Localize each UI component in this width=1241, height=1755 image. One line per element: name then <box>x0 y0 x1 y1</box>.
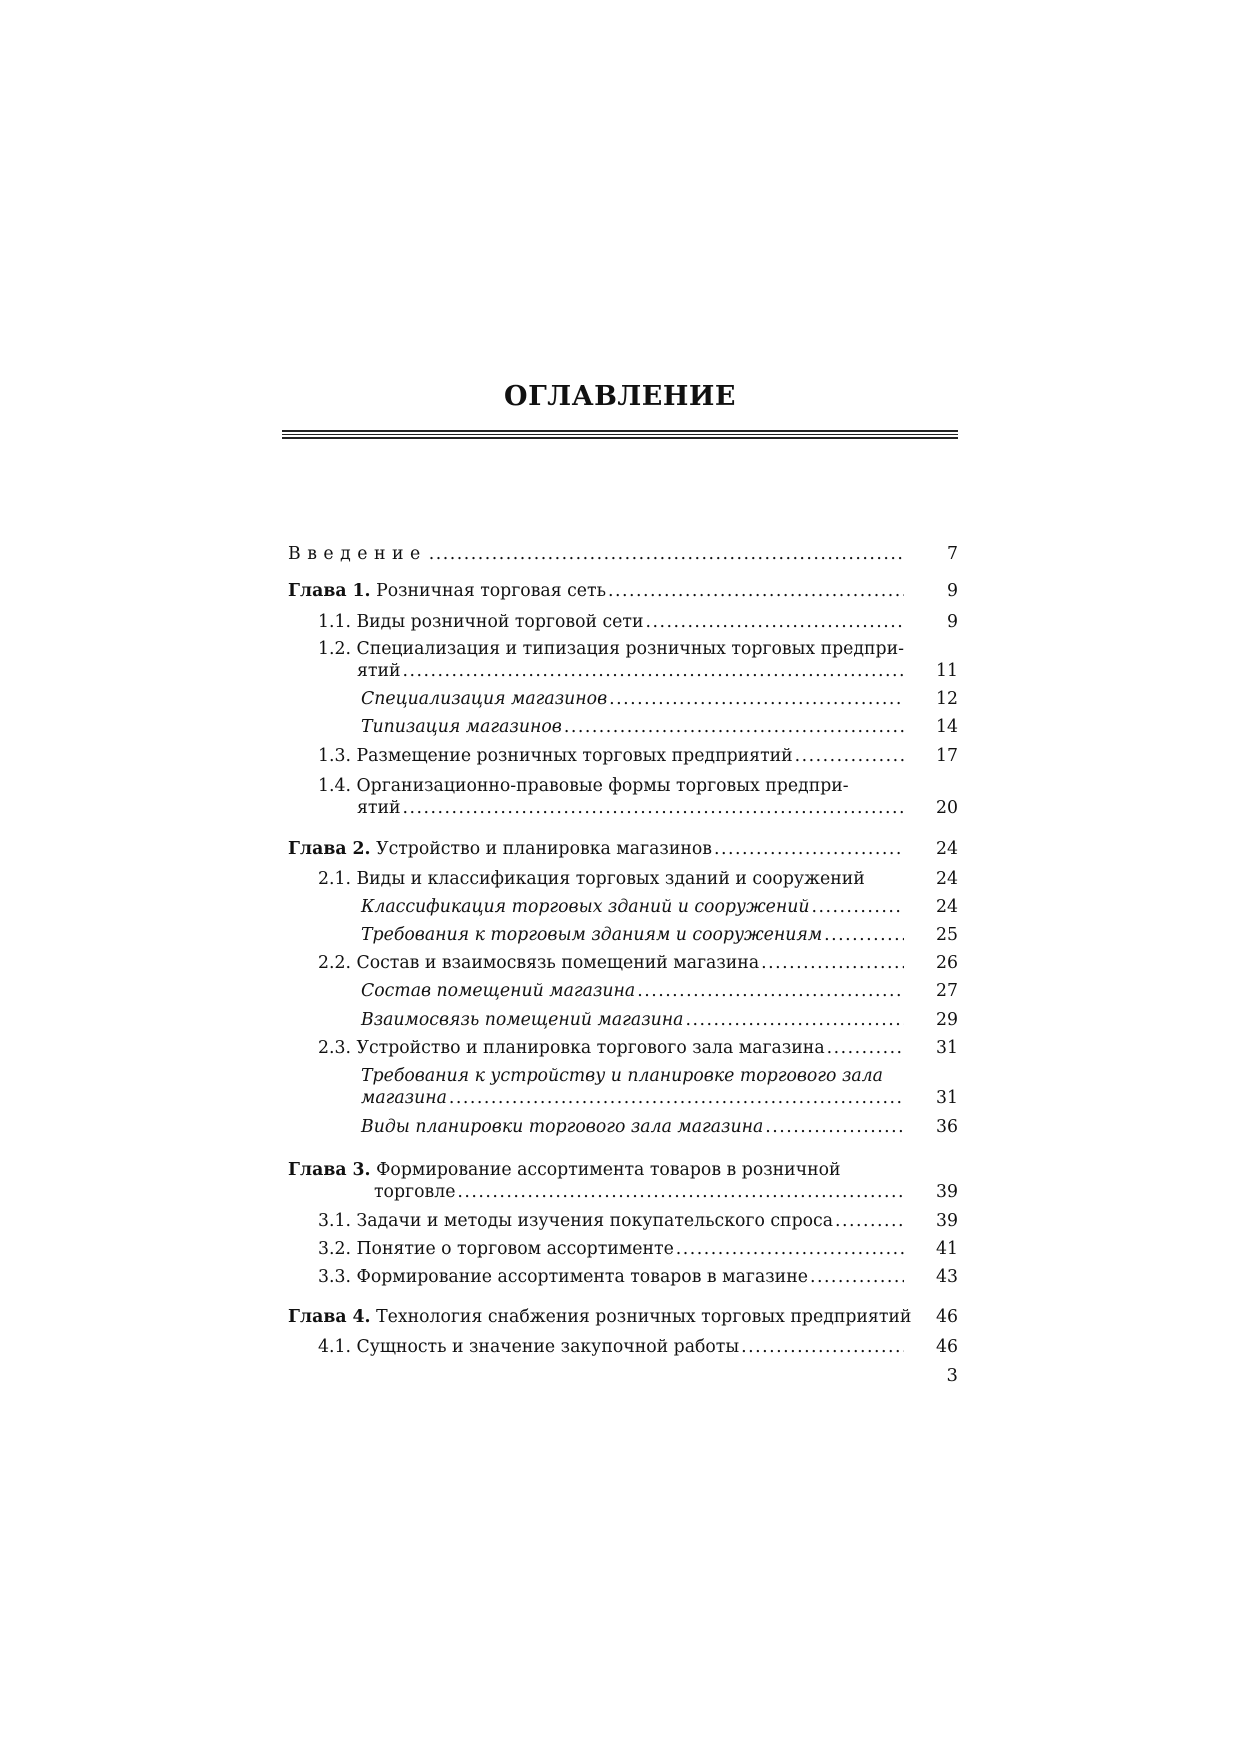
toc-entry-label: Формирование ассортимента товаров в розничной <box>376 1160 841 1180</box>
toc-entry-label-continued: торговле <box>374 1182 456 1202</box>
toc-entry-label: 4.1. Сущность и значение закупочной работы <box>318 1337 740 1357</box>
toc-entry-label: Виды планировки торгового зала магазина <box>361 1117 764 1137</box>
page-number: 3 <box>946 1365 958 1386</box>
toc-entry-label: Технология снабжения розничных торговых предприятий <box>376 1307 912 1327</box>
toc-page-number: 27 <box>936 981 958 1001</box>
title-rule <box>282 437 958 439</box>
toc-entry-label: Требования к устройству и планировке торгового зала <box>361 1066 883 1086</box>
toc-entry-label-continued: ятий <box>357 798 401 818</box>
toc-entry-label: 3.1. Задачи и методы изучения покупательского спроса <box>318 1211 834 1231</box>
toc-page-number: 29 <box>936 1010 958 1030</box>
toc-entry-label: Розничная торговая сеть <box>376 581 606 601</box>
chapter-label: Глава 3. <box>288 1160 371 1180</box>
toc-entry-label: 2.2. Состав и взаимосвязь помещений магазина <box>318 953 760 973</box>
chapter-label: Глава 1. <box>288 581 371 601</box>
toc-page-number: 14 <box>936 717 958 737</box>
toc-entry-label: 2.3. Устройство и планировка торгового зала магазина <box>318 1038 825 1058</box>
toc-entry-label: Специализация магазинов <box>361 689 608 709</box>
toc-entry-label: Введение <box>288 544 427 564</box>
toc-entry-label-continued: ятий <box>357 661 401 681</box>
toc-page-number: 46 <box>936 1337 958 1357</box>
toc-page-number: 24 <box>936 869 958 889</box>
toc-entry-label: Состав помещений магазина <box>361 981 636 1001</box>
toc-page-number: 46 <box>936 1307 958 1327</box>
toc-page-number: 9 <box>947 581 958 601</box>
title-rule <box>282 434 958 435</box>
toc-page-number: 11 <box>936 661 958 681</box>
toc-entry-label: 1.3. Размещение розничных торговых предприятий <box>318 746 793 766</box>
toc-entry-label: 1.4. Организационно-правовые формы торговых предпри- <box>318 776 849 796</box>
toc-entry-label: 3.2. Понятие о торговом ассортименте <box>318 1239 674 1259</box>
toc-page-number: 9 <box>947 612 958 632</box>
toc-page-number: 43 <box>936 1267 958 1287</box>
toc-page-number: 25 <box>936 925 958 945</box>
toc-page-number: 31 <box>936 1038 958 1058</box>
toc-entry-label: Типизация магазинов <box>361 717 562 737</box>
page-title: ОГЛАВЛЕНИЕ <box>504 381 736 412</box>
toc-entry-label-continued: магазина <box>361 1088 447 1108</box>
toc-entry-label: Классификация торговых зданий и сооружений <box>361 897 810 917</box>
toc-page-number: 41 <box>936 1239 958 1259</box>
toc-page-number: 20 <box>936 798 958 818</box>
toc-entry-label: 2.1. Виды и классификация торговых зданий и сооружений <box>318 869 865 889</box>
toc-page-number: 17 <box>936 746 958 766</box>
toc-entry-label: 1.1. Виды розничной торговой сети <box>318 612 644 632</box>
toc-page-number: 24 <box>936 897 958 917</box>
title-rule <box>282 430 958 432</box>
toc-entry-label: Требования к торговым зданиям и сооружениям <box>361 925 823 945</box>
toc-page-number: 36 <box>936 1117 958 1137</box>
toc-page-number: 7 <box>947 544 958 564</box>
toc-page-number: 24 <box>936 839 958 859</box>
toc-page-number: 39 <box>936 1182 958 1202</box>
toc-entry-label: 1.2. Специализация и типизация розничных торговых предпри- <box>318 639 904 659</box>
toc-page-number: 31 <box>936 1088 958 1108</box>
toc-entry-label: 3.3. Формирование ассортимента товаров в магазине <box>318 1267 808 1287</box>
chapter-label: Глава 2. <box>288 839 371 859</box>
toc-entry-label: Взаимосвязь помещений магазина <box>361 1010 684 1030</box>
toc-entry-label: Устройство и планировка магазинов <box>376 839 712 859</box>
toc-page-number: 39 <box>936 1211 958 1231</box>
toc-page-number: 26 <box>936 953 958 973</box>
chapter-label: Глава 4. <box>288 1307 371 1327</box>
toc-page-number: 12 <box>936 689 958 709</box>
